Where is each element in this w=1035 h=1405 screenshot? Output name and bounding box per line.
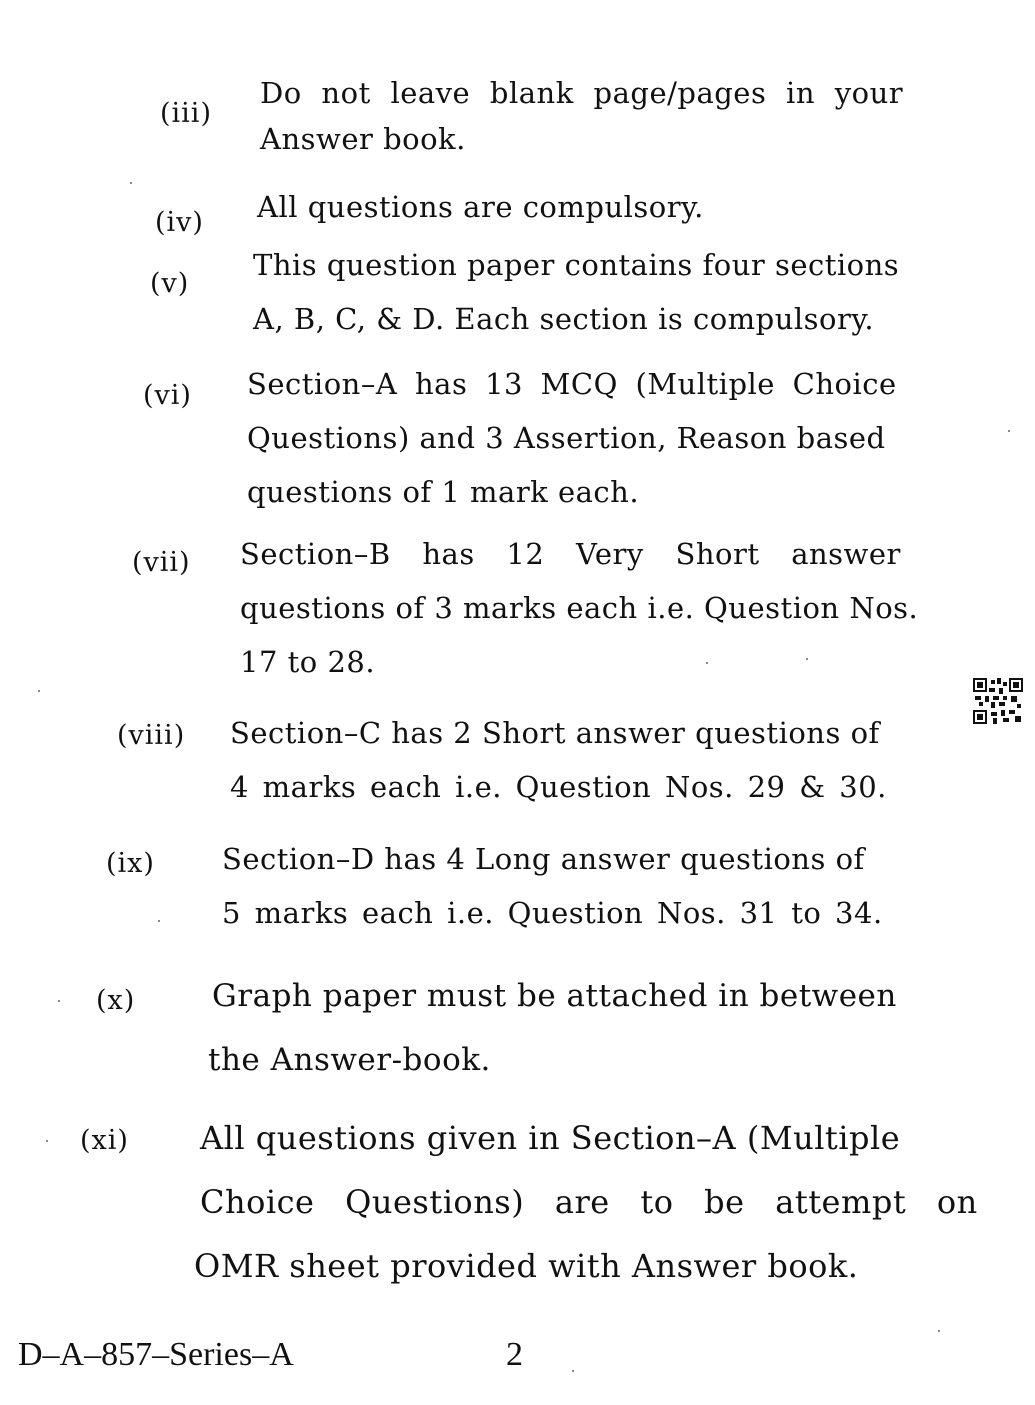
scan-speck	[706, 662, 708, 664]
scan-speck	[46, 1140, 48, 1142]
scan-speck	[158, 920, 160, 922]
scan-speck	[130, 182, 132, 184]
instruction-number: (vii)	[132, 547, 191, 578]
scan-speck	[572, 1370, 574, 1372]
instruction-number: (vi)	[143, 380, 192, 411]
instruction-text: Section–C has 2 Short answer questions of 4 marks each i.e. Question Nos. 29 & 30.	[230, 716, 887, 804]
qr-code-icon	[973, 678, 1023, 724]
instruction-text: This question paper contains four sections A, B, C, & D. Each section is compulsory.	[253, 248, 900, 336]
instruction-number: (v)	[150, 268, 190, 299]
scan-speck	[58, 1000, 60, 1002]
scan-speck	[1008, 430, 1010, 432]
instruction-text: Do not leave blank page/pages in your Answer book.	[260, 76, 904, 156]
instruction-number: (x)	[96, 985, 136, 1016]
instruction-number: (xi)	[80, 1125, 129, 1156]
instruction-text: Section–A has 13 MCQ (Multiple Choice Questions) and 3 Assertion, Reason based questions of 1 mark each.	[247, 367, 897, 509]
instruction-number: (iii)	[160, 98, 212, 129]
instruction-text: All questions are compulsory.	[257, 190, 704, 224]
scan-speck	[38, 690, 40, 692]
instruction-number: (viii)	[117, 720, 186, 751]
paper-code: D–A–857–Series–A	[18, 1336, 294, 1373]
instruction-text: Section–B has 12 Very Short answer questions of 3 marks each i.e. Question Nos. 17 to 28.	[240, 537, 919, 679]
instruction-text: Graph paper must be attached in between the Answer-book.	[208, 978, 897, 1078]
scan-speck	[938, 1330, 940, 1332]
page-number: 2	[506, 1336, 523, 1373]
instruction-text: All questions given in Section–A (Multiple Choice Questions) are to be attempt on OMR sheet provided with Answer book.	[194, 1119, 978, 1285]
scan-speck	[806, 658, 808, 660]
instruction-number: (iv)	[155, 207, 204, 238]
instruction-number: (ix)	[106, 848, 155, 879]
instruction-text: Section–D has 4 Long answer questions of 5 marks each i.e. Question Nos. 31 to 34.	[222, 842, 883, 930]
